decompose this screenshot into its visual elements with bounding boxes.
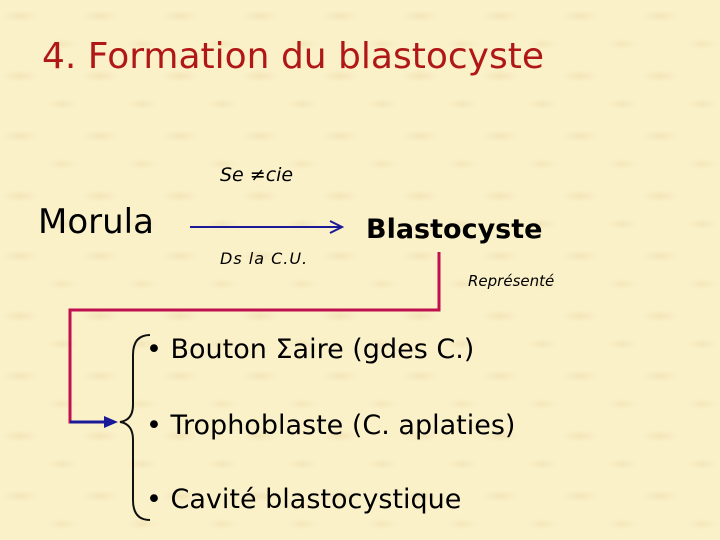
connector-label: Représenté — [468, 272, 555, 290]
component-item: • Bouton Σaire (gdes C.) — [146, 334, 475, 365]
component-item: • Trophoblaste (C. aplaties) — [146, 410, 516, 441]
component-item: • Cavité blastocystique — [146, 484, 462, 515]
arrow-bottom-label: Ds la C.U. — [220, 249, 309, 268]
morula-label: Morula — [38, 202, 154, 242]
slide-title: 4. Formation du blastocyste — [42, 36, 544, 77]
blastocyste-label: Blastocyste — [366, 214, 543, 245]
transformation-arrow — [190, 221, 342, 233]
arrow-top-label: Se ≠cie — [220, 164, 294, 186]
